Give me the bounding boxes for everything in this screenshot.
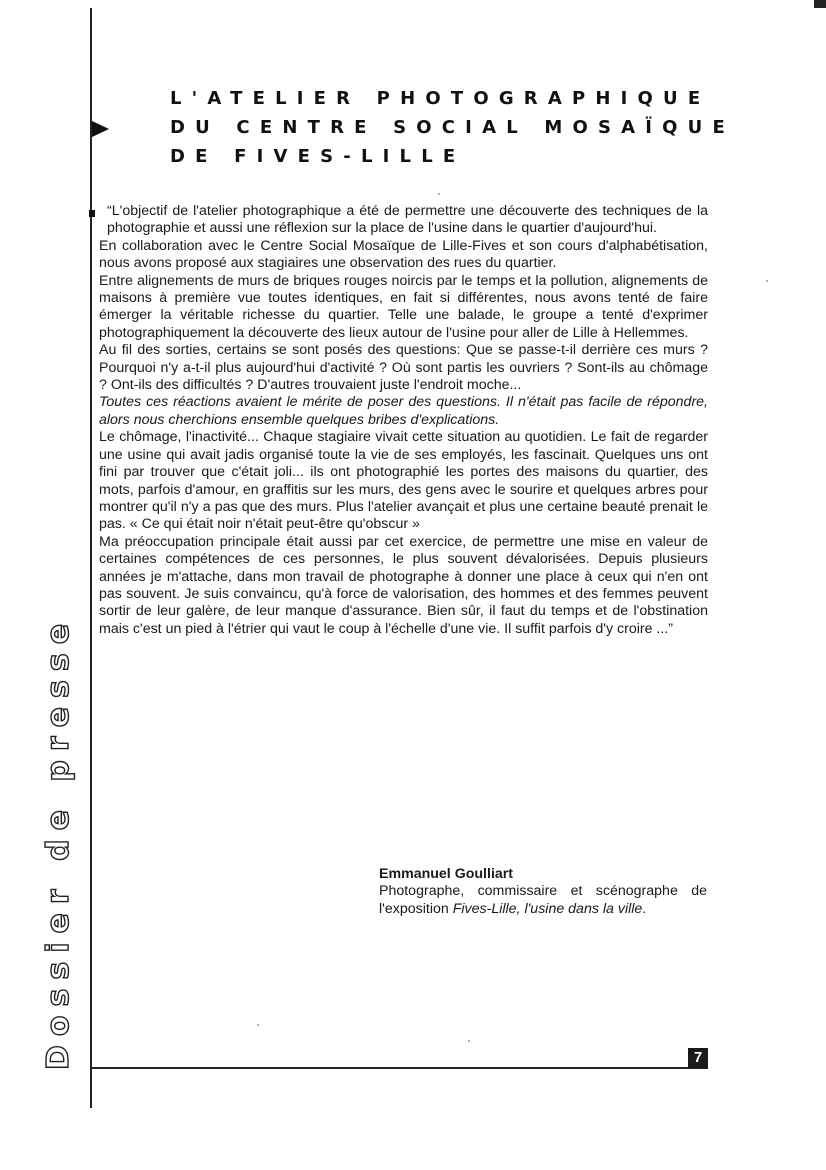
title-line-2: DU CENTRE SOCIAL MOSAÏQUE	[170, 117, 735, 138]
author-role-text: Photographe, commissaire et scénographe de l'exposition	[379, 883, 707, 917]
title-line-1: L'ATELIER PHOTOGRAPHIQUE	[170, 88, 711, 109]
paragraph-5: Toutes ces réactions avaient le mérite de poser des questions. Il n'était pas facile de répondre, alors nous cherchions ensemble quelques bribes d'explications.	[99, 394, 708, 428]
paragraph-1: “L'objectif de l'atelier photographique a été de permettre une découverte des techniques de la photographie et aussi une réflexion sur la place de l'usine dans le quartier d'aujourd'hui.	[107, 203, 708, 237]
bullet-square-icon	[89, 210, 95, 217]
paragraph-4: Au fil des sorties, certains se sont posés des questions: Que se passe-t-il derrière ces murs ? Pourquoi n'y a-t-il plus aujourd'hui d'activité ? Où sont partis les ouvriers ? Sont-ils au chômage ? Ont-ils des difficultés ? D'autres trouvaient juste l'endroit moche...	[99, 342, 708, 394]
sidebar-label: Dossier de presse	[41, 614, 76, 1070]
scan-speck	[257, 1024, 259, 1026]
paragraph-2: En collaboration avec le Centre Social Mosaïque de Lille-Fives et son cours d'alphabétisation, nous avons proposé aux stagiaires une observation des rues du quartier.	[99, 237, 708, 272]
author-role	[379, 883, 707, 918]
paragraph-7: Ma préoccupation principale était aussi par cet exercice, de permettre une mise en valeur de certaines compétences de ces personnes, le plus souvent dévalorisées. Depuis plusieurs années je m'attache, dans mon travail de photographe à donner une place à ceux qui n'en ont pas souvent. Je suis convaincu, qu'à force de valorisation, des hommes et des femmes peuvent sortir de leur galère, de leur manque d'assurance. Bien sûr, il faut du temps et de l'obstination mais c'est un pied à l'étrier qui vaut le coup à l'échelle d'une vie. Il suffit parfois d'y croire ...”	[99, 533, 708, 637]
page-title	[170, 84, 735, 171]
scan-speck	[468, 1040, 470, 1042]
author-role-end: .	[642, 900, 647, 917]
footer-rule	[92, 1067, 708, 1069]
signature-block	[379, 866, 707, 918]
scan-speck	[766, 280, 768, 282]
article-body	[99, 203, 708, 638]
arrow-marker-icon	[92, 121, 109, 137]
paragraph-3: Entre alignements de murs de briques rouges noircis par le temps et la pollution, alignements de maisons à première vue toutes identiques, en fait si différentes, nous avons tenté de faire émerger la véritable richesse du quartier. Telle une balade, le groupe a tenté d'exprimer photographiquement la découverte des lieux autour de l'usine pour aller de Lille à Hellemmes.	[99, 272, 708, 341]
author-name: Emmanuel Goulliart	[379, 866, 514, 882]
corner-mark	[814, 0, 826, 8]
scan-speck	[438, 193, 440, 195]
title-line-3: DE FIVES-LILLE	[170, 146, 466, 167]
exhibition-title: Fives-Lille, l'usine dans la ville	[452, 900, 643, 917]
left-margin-rule	[90, 8, 92, 1108]
page-number: 7	[688, 1048, 708, 1068]
paragraph-6: Le chômage, l'inactivité... Chaque stagiaire vivait cette situation au quotidien. Le fait de regarder une usine qui avait jadis organisé toute la vie de ses employés, les fascinait. Quelques uns ont fini par trouver que c'était joli... ils ont photographié les portes des maisons du quartier, des mots, parfois d'amour, en graffitis sur les murs, des gens avec le sourire et quelques arbres pour montrer qu'il n'y a pas que des murs. Plus l'atelier avançait et plus une certaine beauté prenait le pas. « Ce qui était noir n'était peut-être qu'obscur »	[99, 429, 708, 533]
